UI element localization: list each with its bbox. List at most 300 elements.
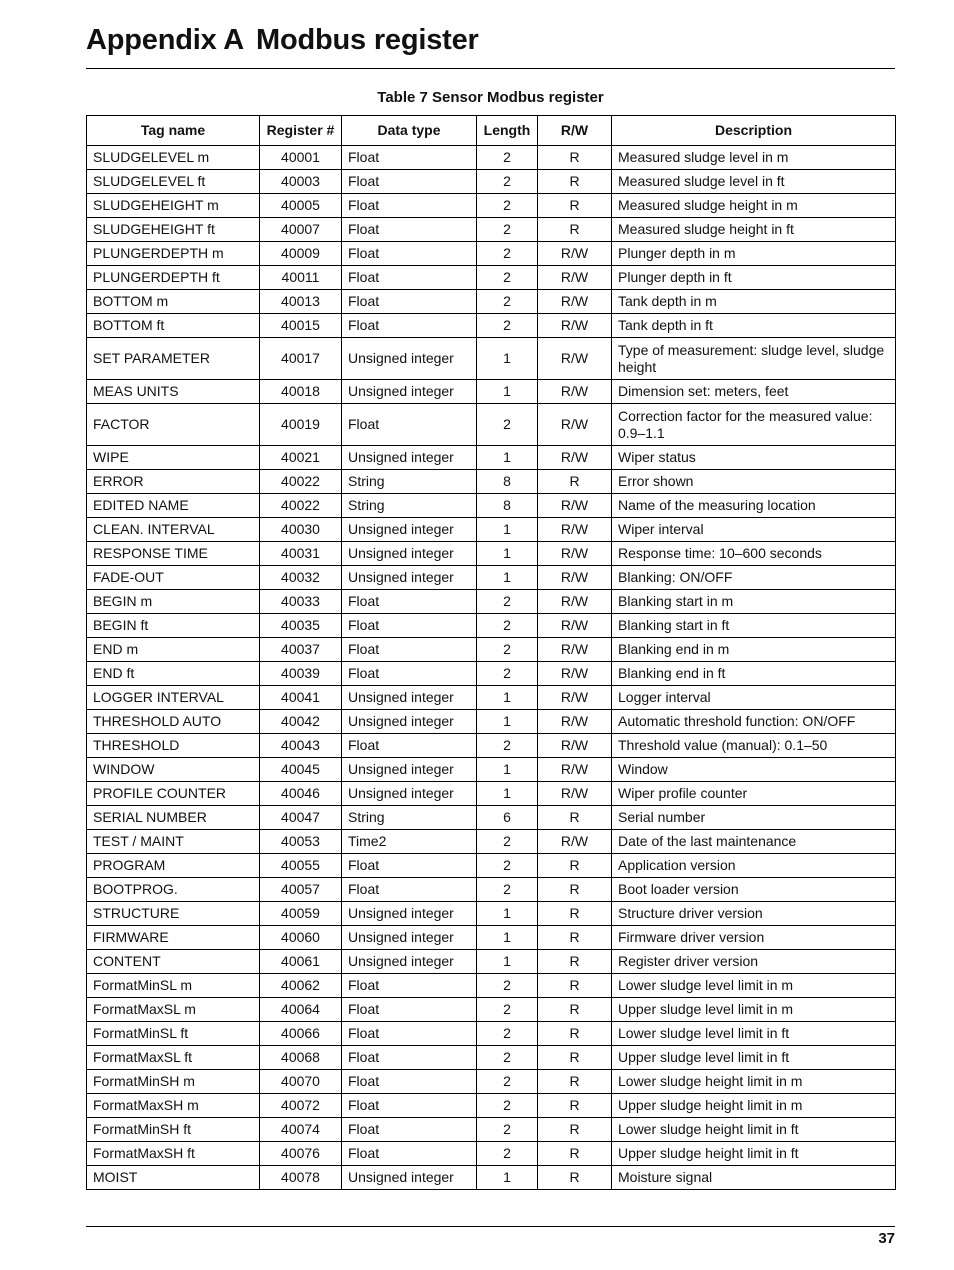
table-row	[87, 404, 896, 446]
tag-name-cell: THRESHOLD AUTO	[87, 710, 260, 734]
length-cell: 1	[477, 542, 538, 566]
register-cell: 40022	[260, 470, 342, 494]
tag-name-cell: RESPONSE TIME	[87, 542, 260, 566]
table-row	[87, 542, 896, 566]
rw-cell: R/W	[538, 446, 612, 470]
rw-cell: R/W	[538, 242, 612, 266]
table-row	[87, 902, 896, 926]
length-cell: 2	[477, 974, 538, 998]
table-row	[87, 494, 896, 518]
data-type-cell: Unsigned integer	[342, 686, 477, 710]
description-cell: Firmware driver version	[612, 926, 896, 950]
data-type-cell: String	[342, 806, 477, 830]
table-row	[87, 338, 896, 380]
table-row	[87, 1142, 896, 1166]
rw-cell: R/W	[538, 614, 612, 638]
tag-name-cell: BEGIN m	[87, 590, 260, 614]
length-cell: 1	[477, 758, 538, 782]
description-cell: Wiper interval	[612, 518, 896, 542]
register-cell: 40046	[260, 782, 342, 806]
description-cell: Lower sludge height limit in m	[612, 1070, 896, 1094]
table-row	[87, 1166, 896, 1190]
register-cell: 40064	[260, 998, 342, 1022]
tag-name-cell: WINDOW	[87, 758, 260, 782]
description-cell: Serial number	[612, 806, 896, 830]
table-row	[87, 1046, 896, 1070]
tag-name-cell: SLUDGEHEIGHT m	[87, 194, 260, 218]
rw-cell: R	[538, 146, 612, 170]
description-cell: Measured sludge level in m	[612, 146, 896, 170]
length-cell: 1	[477, 518, 538, 542]
data-type-cell: Unsigned integer	[342, 446, 477, 470]
description-cell: Wiper profile counter	[612, 782, 896, 806]
length-cell: 2	[477, 1094, 538, 1118]
tag-name-cell: CLEAN. INTERVAL	[87, 518, 260, 542]
rw-cell: R	[538, 1022, 612, 1046]
rw-cell: R/W	[538, 638, 612, 662]
appendix-title: Modbus register	[256, 24, 479, 56]
register-cell: 40009	[260, 242, 342, 266]
register-cell: 40066	[260, 1022, 342, 1046]
length-cell: 2	[477, 1070, 538, 1094]
description-cell: Tank depth in ft	[612, 314, 896, 338]
tag-name-cell: FIRMWARE	[87, 926, 260, 950]
description-cell: Structure driver version	[612, 902, 896, 926]
data-type-cell: Float	[342, 998, 477, 1022]
register-cell: 40076	[260, 1142, 342, 1166]
column-header-description: Description	[612, 116, 896, 146]
register-cell: 40062	[260, 974, 342, 998]
tag-name-cell: FormatMaxSL ft	[87, 1046, 260, 1070]
register-cell: 40022	[260, 494, 342, 518]
table-row	[87, 170, 896, 194]
length-cell: 1	[477, 926, 538, 950]
data-type-cell: Float	[342, 614, 477, 638]
rw-cell: R	[538, 1118, 612, 1142]
tag-name-cell: THRESHOLD	[87, 734, 260, 758]
tag-name-cell: PLUNGERDEPTH ft	[87, 266, 260, 290]
column-header-data-type: Data type	[342, 116, 477, 146]
description-cell: Measured sludge height in ft	[612, 218, 896, 242]
tag-name-cell: FormatMaxSH ft	[87, 1142, 260, 1166]
rw-cell: R	[538, 1070, 612, 1094]
description-cell: Plunger depth in ft	[612, 266, 896, 290]
rw-cell: R/W	[538, 590, 612, 614]
rw-cell: R/W	[538, 734, 612, 758]
tag-name-cell: PROGRAM	[87, 854, 260, 878]
rw-cell: R	[538, 902, 612, 926]
length-cell: 8	[477, 470, 538, 494]
register-cell: 40035	[260, 614, 342, 638]
rw-cell: R/W	[538, 314, 612, 338]
table-row	[87, 1070, 896, 1094]
data-type-cell: Unsigned integer	[342, 338, 477, 380]
description-cell: Upper sludge level limit in ft	[612, 1046, 896, 1070]
data-type-cell: Unsigned integer	[342, 518, 477, 542]
register-cell: 40037	[260, 638, 342, 662]
tag-name-cell: PLUNGERDEPTH m	[87, 242, 260, 266]
data-type-cell: Float	[342, 314, 477, 338]
data-type-cell: Unsigned integer	[342, 758, 477, 782]
register-cell: 40021	[260, 446, 342, 470]
table-body	[87, 146, 896, 1190]
register-cell: 40031	[260, 542, 342, 566]
description-cell: Dimension set: meters, feet	[612, 380, 896, 404]
tag-name-cell: FACTOR	[87, 404, 260, 446]
rw-cell: R	[538, 974, 612, 998]
register-cell: 40061	[260, 950, 342, 974]
data-type-cell: Float	[342, 170, 477, 194]
register-cell: 40057	[260, 878, 342, 902]
description-cell: Type of measurement: sludge level, sludge height	[612, 338, 896, 380]
table-row	[87, 758, 896, 782]
footer-rule	[86, 1226, 895, 1227]
tag-name-cell: FormatMinSH ft	[87, 1118, 260, 1142]
data-type-cell: Float	[342, 590, 477, 614]
description-cell: Logger interval	[612, 686, 896, 710]
description-cell: Tank depth in m	[612, 290, 896, 314]
data-type-cell: Float	[342, 1022, 477, 1046]
length-cell: 2	[477, 1142, 538, 1166]
description-cell: Error shown	[612, 470, 896, 494]
data-type-cell: Float	[342, 242, 477, 266]
register-cell: 40001	[260, 146, 342, 170]
page-heading	[86, 24, 479, 57]
length-cell: 2	[477, 1046, 538, 1070]
description-cell: Register driver version	[612, 950, 896, 974]
length-cell: 1	[477, 380, 538, 404]
table-row	[87, 878, 896, 902]
tag-name-cell: EDITED NAME	[87, 494, 260, 518]
description-cell: Response time: 10–600 seconds	[612, 542, 896, 566]
length-cell: 2	[477, 590, 538, 614]
length-cell: 2	[477, 638, 538, 662]
length-cell: 1	[477, 1166, 538, 1190]
length-cell: 2	[477, 266, 538, 290]
table-row	[87, 314, 896, 338]
length-cell: 1	[477, 902, 538, 926]
table-row	[87, 1094, 896, 1118]
table-row	[87, 518, 896, 542]
table-row	[87, 194, 896, 218]
description-cell: Upper sludge height limit in ft	[612, 1142, 896, 1166]
data-type-cell: Float	[342, 854, 477, 878]
tag-name-cell: BOTTOM m	[87, 290, 260, 314]
length-cell: 2	[477, 1022, 538, 1046]
rw-cell: R	[538, 1046, 612, 1070]
register-cell: 40070	[260, 1070, 342, 1094]
length-cell: 2	[477, 404, 538, 446]
tag-name-cell: SLUDGELEVEL ft	[87, 170, 260, 194]
description-cell: Blanking end in m	[612, 638, 896, 662]
data-type-cell: Float	[342, 974, 477, 998]
table-row	[87, 950, 896, 974]
data-type-cell: Float	[342, 404, 477, 446]
tag-name-cell: FADE-OUT	[87, 566, 260, 590]
length-cell: 1	[477, 566, 538, 590]
register-cell: 40068	[260, 1046, 342, 1070]
description-cell: Measured sludge height in m	[612, 194, 896, 218]
description-cell: Upper sludge height limit in m	[612, 1094, 896, 1118]
table-row	[87, 854, 896, 878]
tag-name-cell: ERROR	[87, 470, 260, 494]
description-cell: Application version	[612, 854, 896, 878]
register-cell: 40030	[260, 518, 342, 542]
data-type-cell: Float	[342, 1118, 477, 1142]
length-cell: 1	[477, 446, 538, 470]
data-type-cell: Float	[342, 1046, 477, 1070]
description-cell: Name of the measuring location	[612, 494, 896, 518]
register-cell: 40007	[260, 218, 342, 242]
table-row	[87, 380, 896, 404]
description-cell: Correction factor for the measured value: 0.9–1.1	[612, 404, 896, 446]
rw-cell: R/W	[538, 494, 612, 518]
tag-name-cell: SERIAL NUMBER	[87, 806, 260, 830]
length-cell: 2	[477, 734, 538, 758]
description-cell: Blanking start in ft	[612, 614, 896, 638]
tag-name-cell: STRUCTURE	[87, 902, 260, 926]
description-cell: Upper sludge level limit in m	[612, 998, 896, 1022]
column-header-register: Register #	[260, 116, 342, 146]
rw-cell: R/W	[538, 404, 612, 446]
length-cell: 1	[477, 950, 538, 974]
length-cell: 2	[477, 194, 538, 218]
rw-cell: R/W	[538, 266, 612, 290]
rw-cell: R	[538, 194, 612, 218]
length-cell: 2	[477, 998, 538, 1022]
register-cell: 40060	[260, 926, 342, 950]
tag-name-cell: BOOTPROG.	[87, 878, 260, 902]
data-type-cell: Time2	[342, 830, 477, 854]
data-type-cell: Unsigned integer	[342, 566, 477, 590]
length-cell: 1	[477, 338, 538, 380]
rw-cell: R/W	[538, 338, 612, 380]
rw-cell: R	[538, 806, 612, 830]
rw-cell: R	[538, 470, 612, 494]
table-row	[87, 218, 896, 242]
column-header-rw: R/W	[538, 116, 612, 146]
rw-cell: R/W	[538, 566, 612, 590]
register-cell: 40019	[260, 404, 342, 446]
tag-name-cell: FormatMaxSL m	[87, 998, 260, 1022]
description-cell: Plunger depth in m	[612, 242, 896, 266]
length-cell: 2	[477, 1118, 538, 1142]
description-cell: Window	[612, 758, 896, 782]
length-cell: 2	[477, 614, 538, 638]
register-cell: 40041	[260, 686, 342, 710]
table-row	[87, 830, 896, 854]
rw-cell: R	[538, 998, 612, 1022]
description-cell: Date of the last maintenance	[612, 830, 896, 854]
tag-name-cell: WIPE	[87, 446, 260, 470]
data-type-cell: Unsigned integer	[342, 542, 477, 566]
description-cell: Wiper status	[612, 446, 896, 470]
description-cell: Blanking end in ft	[612, 662, 896, 686]
tag-name-cell: LOGGER INTERVAL	[87, 686, 260, 710]
page-number: 37	[878, 1230, 895, 1247]
register-cell: 40059	[260, 902, 342, 926]
rw-cell: R/W	[538, 290, 612, 314]
table-row	[87, 638, 896, 662]
table-row	[87, 470, 896, 494]
tag-name-cell: TEST / MAINT	[87, 830, 260, 854]
tag-name-cell: SLUDGEHEIGHT ft	[87, 218, 260, 242]
rw-cell: R	[538, 854, 612, 878]
table-row	[87, 242, 896, 266]
rw-cell: R/W	[538, 542, 612, 566]
length-cell: 2	[477, 830, 538, 854]
register-cell: 40003	[260, 170, 342, 194]
register-cell: 40011	[260, 266, 342, 290]
data-type-cell: Float	[342, 1094, 477, 1118]
register-cell: 40033	[260, 590, 342, 614]
register-cell: 40032	[260, 566, 342, 590]
data-type-cell: Unsigned integer	[342, 926, 477, 950]
tag-name-cell: SET PARAMETER	[87, 338, 260, 380]
column-header-tag-name: Tag name	[87, 116, 260, 146]
data-type-cell: Unsigned integer	[342, 710, 477, 734]
rw-cell: R/W	[538, 686, 612, 710]
appendix-label: Appendix A	[86, 24, 245, 56]
table-row	[87, 266, 896, 290]
register-cell: 40018	[260, 380, 342, 404]
table-row	[87, 146, 896, 170]
data-type-cell: Float	[342, 146, 477, 170]
register-cell: 40055	[260, 854, 342, 878]
length-cell: 2	[477, 218, 538, 242]
register-cell: 40042	[260, 710, 342, 734]
table-row	[87, 566, 896, 590]
register-cell: 40053	[260, 830, 342, 854]
rw-cell: R/W	[538, 380, 612, 404]
data-type-cell: String	[342, 470, 477, 494]
data-type-cell: Unsigned integer	[342, 380, 477, 404]
register-cell: 40074	[260, 1118, 342, 1142]
tag-name-cell: END m	[87, 638, 260, 662]
length-cell: 2	[477, 242, 538, 266]
table-row	[87, 662, 896, 686]
length-cell: 2	[477, 146, 538, 170]
modbus-register-table	[86, 115, 896, 1190]
length-cell: 2	[477, 662, 538, 686]
data-type-cell: Unsigned integer	[342, 782, 477, 806]
length-cell: 2	[477, 170, 538, 194]
description-cell: Lower sludge height limit in ft	[612, 1118, 896, 1142]
data-type-cell: Float	[342, 878, 477, 902]
length-cell: 2	[477, 314, 538, 338]
description-cell: Automatic threshold function: ON/OFF	[612, 710, 896, 734]
table-caption: Table 7 Sensor Modbus register	[377, 89, 604, 106]
length-cell: 6	[477, 806, 538, 830]
data-type-cell: Float	[342, 266, 477, 290]
length-cell: 1	[477, 782, 538, 806]
register-cell: 40013	[260, 290, 342, 314]
tag-name-cell: CONTENT	[87, 950, 260, 974]
rw-cell: R/W	[538, 710, 612, 734]
table-row	[87, 446, 896, 470]
data-type-cell: Unsigned integer	[342, 1166, 477, 1190]
rw-cell: R	[538, 170, 612, 194]
table-row	[87, 974, 896, 998]
tag-name-cell: MOIST	[87, 1166, 260, 1190]
length-cell: 2	[477, 854, 538, 878]
data-type-cell: Float	[342, 734, 477, 758]
register-cell: 40017	[260, 338, 342, 380]
tag-name-cell: FormatMaxSH m	[87, 1094, 260, 1118]
register-cell: 40039	[260, 662, 342, 686]
tag-name-cell: END ft	[87, 662, 260, 686]
table-row	[87, 782, 896, 806]
table-row	[87, 998, 896, 1022]
rw-cell: R	[538, 878, 612, 902]
data-type-cell: Float	[342, 218, 477, 242]
description-cell: Measured sludge level in ft	[612, 170, 896, 194]
data-type-cell: Unsigned integer	[342, 950, 477, 974]
tag-name-cell: FormatMinSL ft	[87, 1022, 260, 1046]
description-cell: Blanking start in m	[612, 590, 896, 614]
tag-name-cell: FormatMinSL m	[87, 974, 260, 998]
register-cell: 40047	[260, 806, 342, 830]
rw-cell: R/W	[538, 782, 612, 806]
description-cell: Threshold value (manual): 0.1–50	[612, 734, 896, 758]
description-cell: Blanking: ON/OFF	[612, 566, 896, 590]
length-cell: 1	[477, 710, 538, 734]
register-cell: 40015	[260, 314, 342, 338]
column-header-length: Length	[477, 116, 538, 146]
data-type-cell: Float	[342, 662, 477, 686]
tag-name-cell: PROFILE COUNTER	[87, 782, 260, 806]
table-row	[87, 614, 896, 638]
register-cell: 40072	[260, 1094, 342, 1118]
table-row	[87, 590, 896, 614]
description-cell: Lower sludge level limit in ft	[612, 1022, 896, 1046]
data-type-cell: Float	[342, 290, 477, 314]
rw-cell: R	[538, 1094, 612, 1118]
table-row	[87, 686, 896, 710]
description-cell: Moisture signal	[612, 1166, 896, 1190]
data-type-cell: Unsigned integer	[342, 902, 477, 926]
rw-cell: R/W	[538, 830, 612, 854]
description-cell: Boot loader version	[612, 878, 896, 902]
length-cell: 2	[477, 878, 538, 902]
data-type-cell: String	[342, 494, 477, 518]
rw-cell: R	[538, 950, 612, 974]
length-cell: 2	[477, 290, 538, 314]
register-cell: 40045	[260, 758, 342, 782]
length-cell: 8	[477, 494, 538, 518]
length-cell: 1	[477, 686, 538, 710]
data-type-cell: Float	[342, 194, 477, 218]
rw-cell: R	[538, 218, 612, 242]
register-cell: 40043	[260, 734, 342, 758]
rw-cell: R	[538, 926, 612, 950]
rw-cell: R	[538, 1166, 612, 1190]
register-cell: 40078	[260, 1166, 342, 1190]
table-header-row	[87, 116, 896, 146]
table-row	[87, 1118, 896, 1142]
data-type-cell: Float	[342, 1142, 477, 1166]
tag-name-cell: BEGIN ft	[87, 614, 260, 638]
tag-name-cell: BOTTOM ft	[87, 314, 260, 338]
rw-cell: R/W	[538, 518, 612, 542]
table-row	[87, 926, 896, 950]
heading-rule	[86, 68, 895, 69]
data-type-cell: Float	[342, 638, 477, 662]
table-row	[87, 1022, 896, 1046]
description-cell: Lower sludge level limit in m	[612, 974, 896, 998]
rw-cell: R/W	[538, 662, 612, 686]
rw-cell: R	[538, 1142, 612, 1166]
